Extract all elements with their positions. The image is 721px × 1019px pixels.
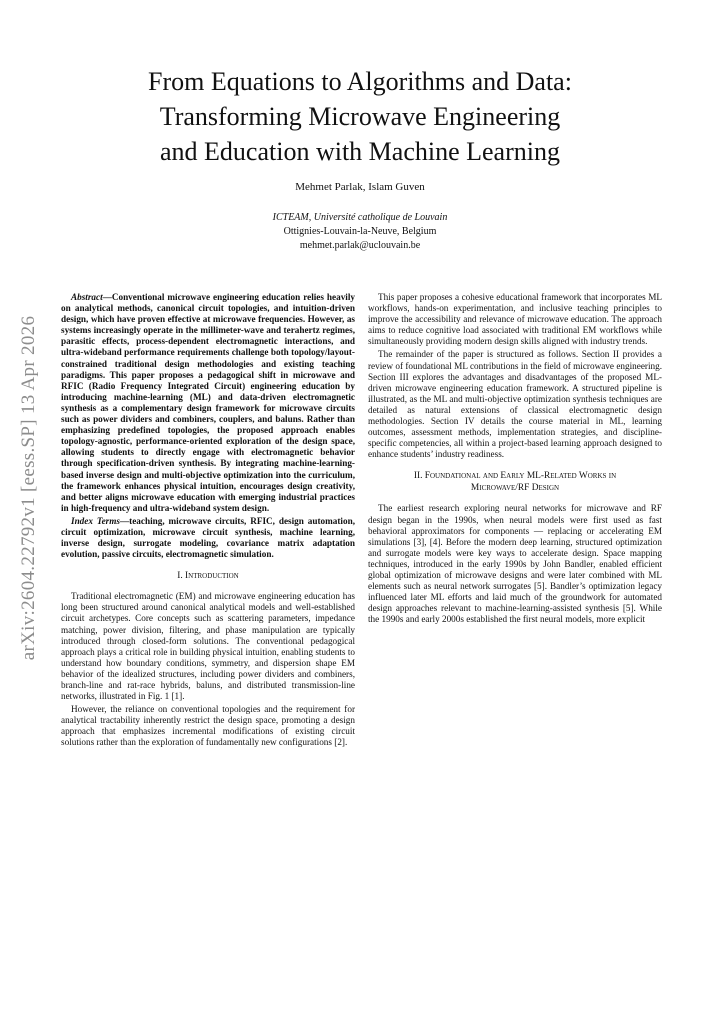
index-terms-label: Index Terms — [71, 515, 120, 526]
paper-title — [60, 64, 660, 169]
right-column — [368, 292, 662, 627]
section-2-heading-line-2: Microwave/RF Design — [470, 483, 560, 494]
section-1-paragraph: The remainder of the paper is structured as follows. Section II provides a review of foundational ML contributions in the field of microwave engineering. Section III explores the advantages and disadvantages of the proposed ML-driven microwave engineering education framework. A structured pipeline is illustrated, as the ML and multi-objective optimization synthesis techniques are detailed as natural extensions of classical electromagnetic design methodologies. Section IV details the course material in ML, learning outcomes, assessment methods, implementation strategies, and discipline-specific competencies, all within a project-based learning approach designed to enhance students’ industry readiness. — [368, 349, 662, 460]
title-line-1: From Equations to Algorithms and Data: — [148, 67, 572, 96]
section-1-paragraph: Traditional electromagnetic (EM) and microwave engineering education has long been structured around canonical analytical models and well-established circuit archetypes. Core concepts such as scattering parameters, impedance matching, power division, filtering, and phase manipulation are typically introduced through closed-form solutions. The conventional pedagogical approach plays a critical role in building physical intuition, enabling students to understand how boundary conditions, symmetry, and dispersion shape EM behavior of the idealized structures, including power dividers and combiners, branch-line and rat-race hybrids, baluns, and distributed transmission-line networks, illustrated in Fig. 1 [1]. — [61, 591, 355, 702]
title-line-3: and Education with Machine Learning — [160, 137, 560, 166]
abstract-label: Abstract — [71, 292, 103, 302]
title-line-2: Transforming Microwave Engineering — [159, 102, 561, 131]
authors: Mehmet Parlak, Islam Guven — [295, 181, 425, 193]
left-column — [61, 292, 355, 751]
index-terms — [61, 516, 355, 560]
arxiv-stamp-text: arXiv:2604.22792v1 [eess.SP] 13 Apr 2026 — [18, 315, 40, 660]
location: Ottignies-Louvain-la-Neuve, Belgium — [283, 226, 437, 237]
section-1-paragraph: However, the reliance on conventional topologies and the requirement for analytical tractability inherently restrict the design space, promoting a design approach that emphasizes incremental modifications of existing circuit solutions rather than the exploration of fundamentally new configurations [2]. — [61, 704, 355, 748]
email: mehmet.parlak@uclouvain.be — [299, 240, 421, 251]
affiliation — [60, 211, 660, 253]
abstract-text: —Conventional microwave engineering education relies heavily on analytical methods, canonical circuit topologies, and intuition-driven design, which have proven effective at microwave frequencies. However, as systems increasingly operate in the millimeter-wave and terahertz regimes, parasitic effects, process-dependent electromagnetic interactions, and ultra-wideband performance requirements challenge both topology/layout-constrained traditional design methodologies and existing teaching paradigms. This paper proposes a pedagogical shift in microwave and RFIC (Radio Frequency Integrated Circuit) engineering education by introducing machine-learning (ML) and data-driven electromagnetic synthesis as a complementary design framework for microwave circuits such as power dividers and combiners, couplers, and baluns. Rather than emphasizing predefined topologies, the proposed approach enables topology-agnostic, performance-oriented exploration of the design space, allowing students to directly engage with electromagnetic behavior through specification-driven synthesis. By integrating machine-learning-based inverse design and multi-objective optimization into the curriculum, the framework enhances physical intuition, encourages design creativity, and better aligns microwave education with emerging industrial practices in high-frequency and ultra-wideband system design. — [61, 292, 355, 513]
institution: ICTEAM, Université catholique de Louvain — [272, 212, 448, 223]
section-2-heading — [368, 470, 662, 494]
section-2-paragraph: The earliest research exploring neural networks for microwave and RF design began in the 1990s, when neural models were first used as fast behavioral approximators for components — replacing or accelerating EM simulations [3], [4]. Before the modern deep learning, structured optimization and surrogate models were key ways to accelerate design. Space mapping techniques, introduced in the early 1990s by John Bandler, enabled efficient global optimization of microwave designs and were later combined with ML elements such as neural network surrogates [5]. Bandler’s optimization legacy influenced later ML efforts and laid much of the groundwork for automated design approaches relevant to machine-learning-assisted synthesis [5]. While the 1990s and early 2000s established the first neural models, more explicit — [368, 503, 662, 625]
section-2-heading-line-1: II. Foundational and Early ML-Related Works in — [413, 471, 617, 482]
arxiv-stamp — [14, 290, 44, 685]
section-1-paragraph: This paper proposes a cohesive educational framework that incorporates ML workflows, hands-on experimentation, and inclusive teaching principles to improve the accessibility and relevance of microwave education. The approach aims to reduce cognitive load associated with traditional EM workflows while simultaneously providing modern design skills aligned with industry trends. — [368, 292, 662, 347]
index-terms-text: —teaching, microwave circuits, RFIC, design automation, circuit optimization, microwave circuit synthesis, machine learning, inverse design, surrogate modeling, covariance matrix adaptation evolution, passive circuits, electromagnetic simulation. — [61, 515, 355, 560]
abstract — [61, 292, 355, 514]
section-1-heading: I. Introduction — [177, 571, 239, 582]
